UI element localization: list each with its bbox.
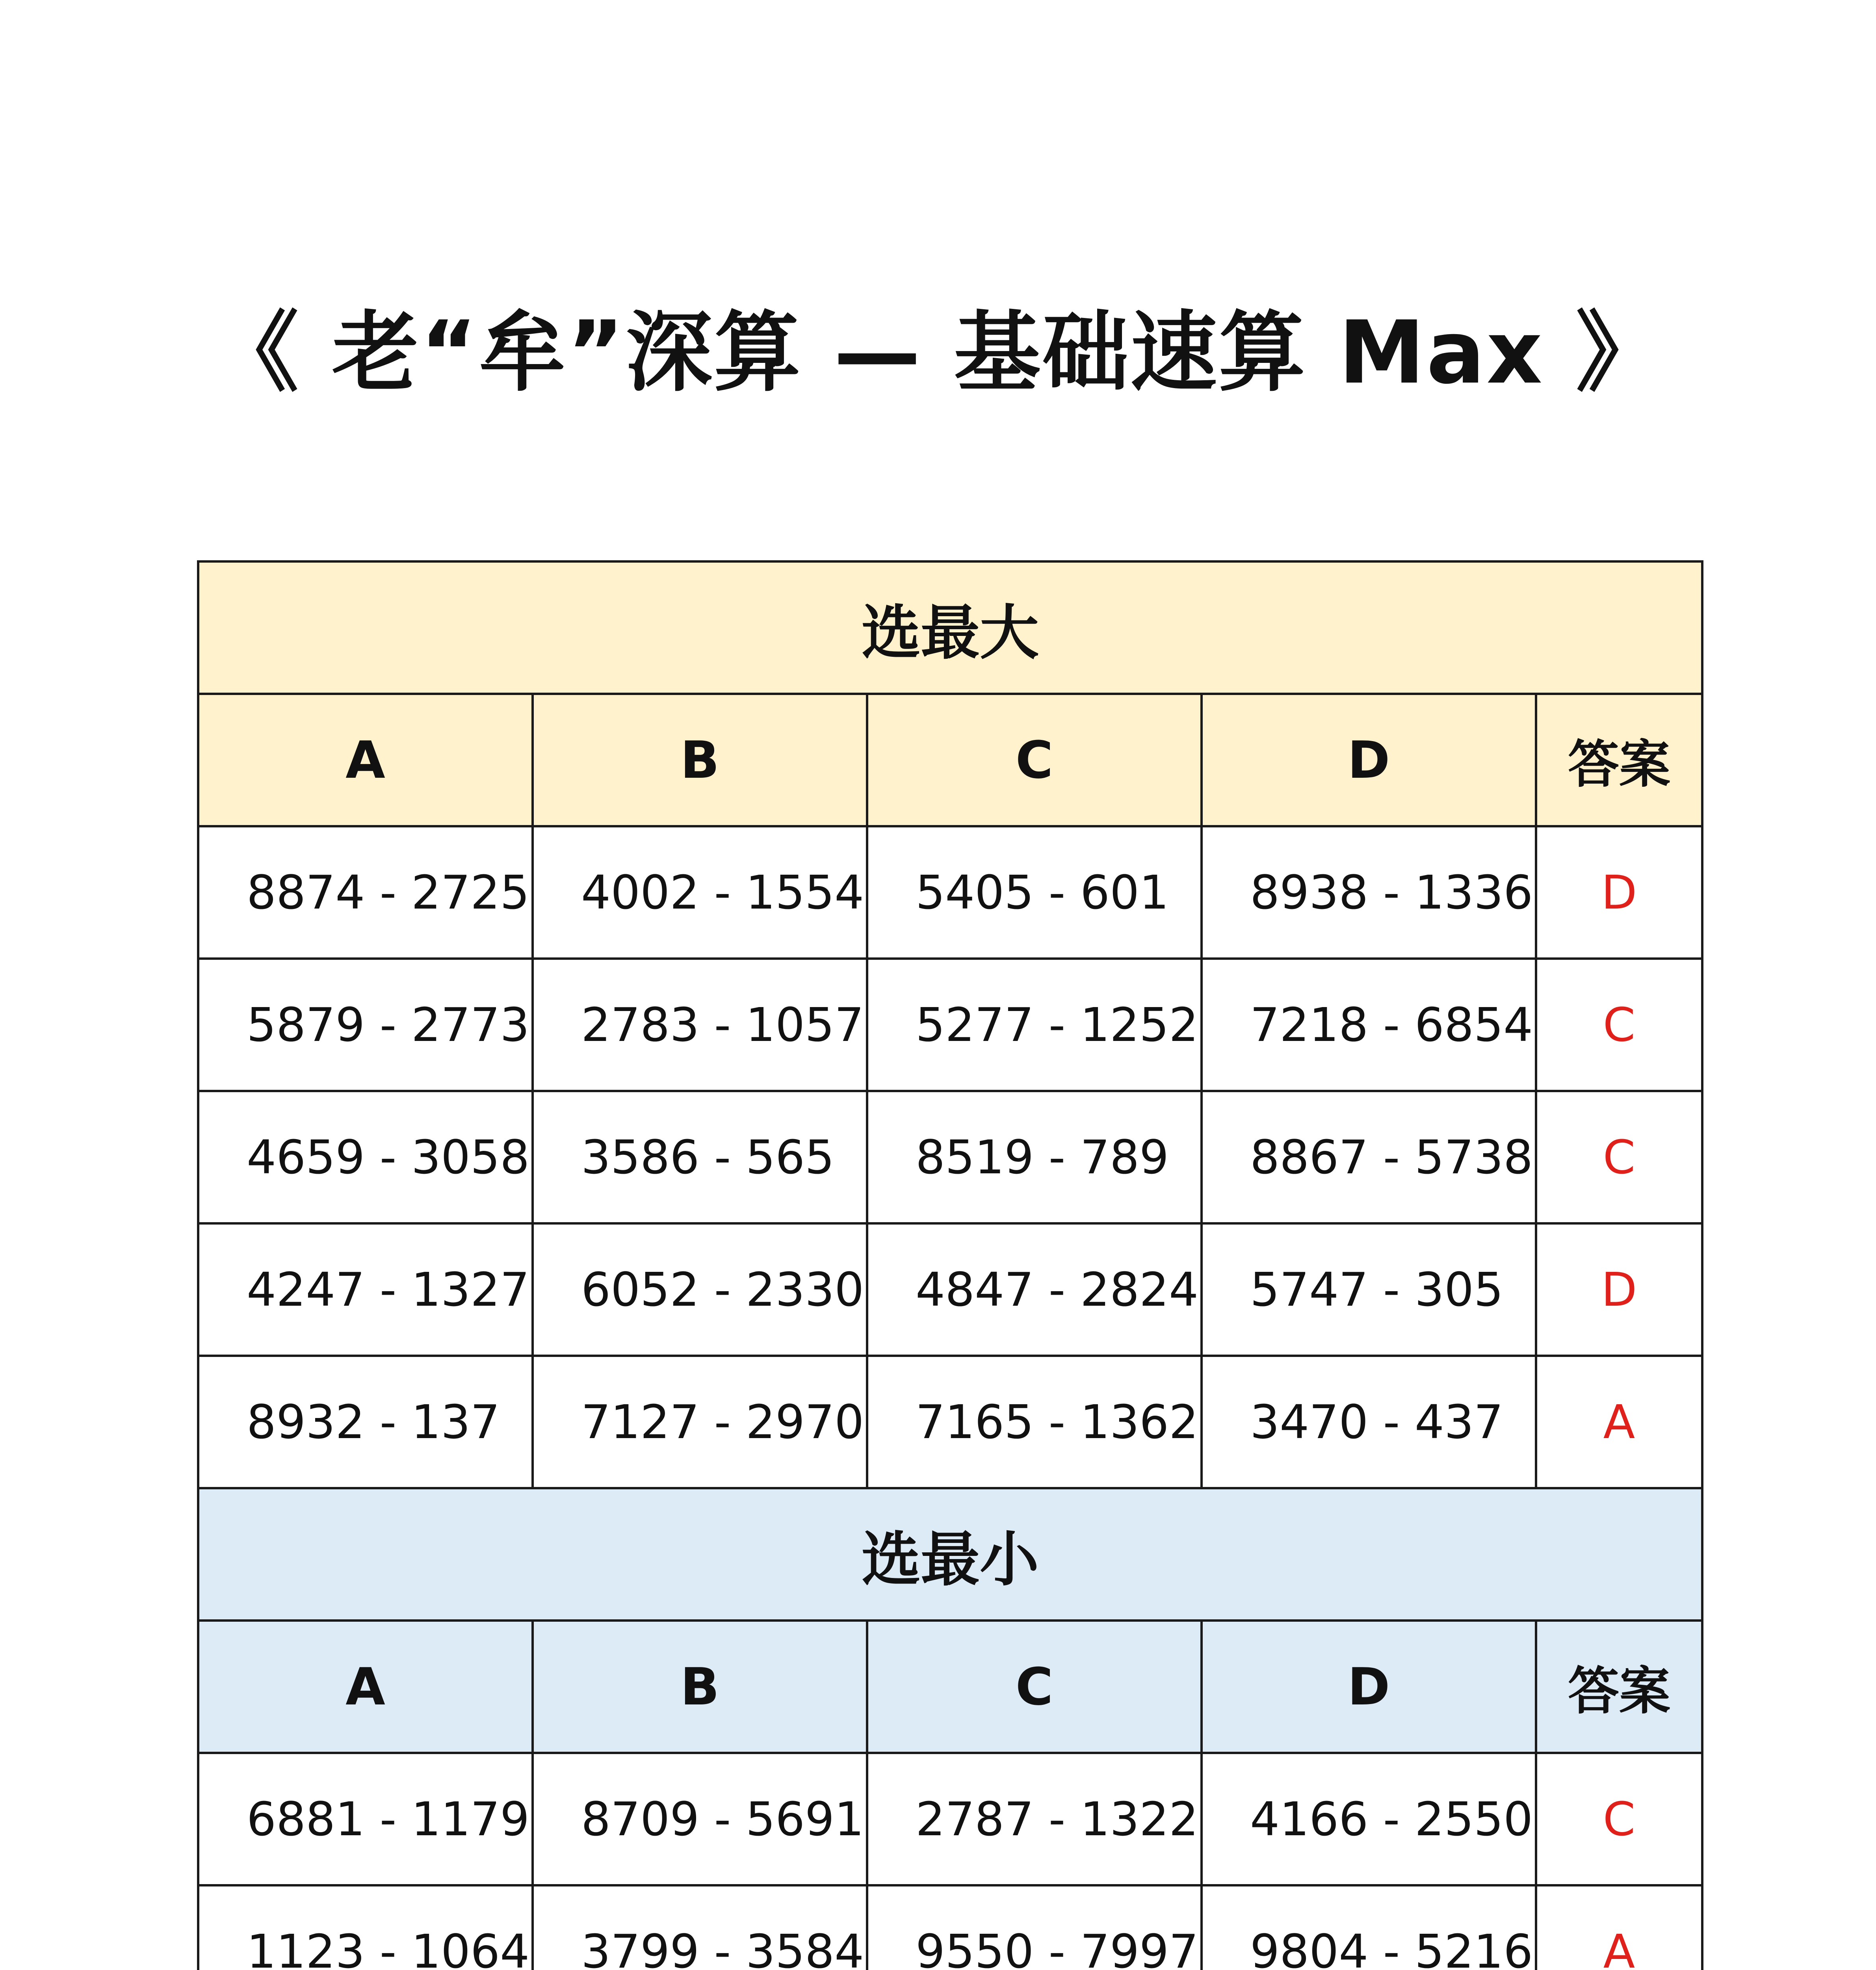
option-d-cell: 5747 - 305 [1202, 1223, 1536, 1356]
section-heading-row [198, 1488, 1702, 1621]
column-header-b: B [533, 1621, 867, 1753]
option-b-cell: 3799 - 3584 [533, 1885, 867, 1970]
option-c-cell: 7165 - 1362 [867, 1356, 1202, 1488]
option-b-cell: 3586 - 565 [533, 1091, 867, 1223]
option-d-cell: 4166 - 2550 [1202, 1753, 1536, 1885]
answer-cell: C [1536, 1091, 1702, 1223]
section-heading-row [198, 561, 1702, 694]
answer-cell: C [1536, 1753, 1702, 1885]
worksheet-table [197, 560, 1703, 1970]
column-header-a: A [198, 694, 533, 826]
answer-cell: D [1536, 826, 1702, 959]
table-row [198, 1356, 1702, 1488]
option-c-cell: 2787 - 1322 [867, 1753, 1202, 1885]
page-title: 《 老“牟”深算 — 基础速算 Max 》 [212, 302, 1664, 403]
column-header-d: D [1202, 694, 1536, 826]
column-header-c: C [867, 1621, 1202, 1753]
option-c-cell: 5405 - 601 [867, 826, 1202, 959]
answer-cell: A [1536, 1356, 1702, 1488]
column-header-row [198, 1621, 1702, 1753]
column-header-a: A [198, 1621, 533, 1753]
answer-cell: D [1536, 1223, 1702, 1356]
option-a-cell: 8932 - 137 [198, 1356, 533, 1488]
option-a-cell: 4659 - 3058 [198, 1091, 533, 1223]
column-header-b: B [533, 694, 867, 826]
option-b-cell: 8709 - 5691 [533, 1753, 867, 1885]
column-header-d: D [1202, 1621, 1536, 1753]
option-c-cell: 8519 - 789 [867, 1091, 1202, 1223]
option-d-cell: 8938 - 1336 [1202, 826, 1536, 959]
option-a-cell: 5879 - 2773 [198, 959, 533, 1091]
option-c-cell: 9550 - 7997 [867, 1885, 1202, 1970]
section-min [198, 1488, 1702, 1970]
option-b-cell: 6052 - 2330 [533, 1223, 867, 1356]
table-row [198, 1753, 1702, 1885]
section-heading: 选最小 [198, 1488, 1702, 1621]
option-b-cell: 2783 - 1057 [533, 959, 867, 1091]
option-a-cell: 8874 - 2725 [198, 826, 533, 959]
option-d-cell: 9804 - 5216 [1202, 1885, 1536, 1970]
option-a-cell: 4247 - 1327 [198, 1223, 533, 1356]
section-heading: 选最大 [198, 561, 1702, 694]
section-max [198, 561, 1702, 1488]
table-row [198, 1091, 1702, 1223]
column-header-c: C [867, 694, 1202, 826]
table-row [198, 826, 1702, 959]
option-d-cell: 7218 - 6854 [1202, 959, 1536, 1091]
option-a-cell: 6881 - 1179 [198, 1753, 533, 1885]
option-b-cell: 4002 - 1554 [533, 826, 867, 959]
answer-cell: A [1536, 1885, 1702, 1970]
option-d-cell: 3470 - 437 [1202, 1356, 1536, 1488]
option-c-cell: 4847 - 2824 [867, 1223, 1202, 1356]
option-d-cell: 8867 - 5738 [1202, 1091, 1536, 1223]
option-b-cell: 7127 - 2970 [533, 1356, 867, 1488]
column-header-answer: 答案 [1536, 694, 1702, 826]
column-header-answer: 答案 [1536, 1621, 1702, 1753]
table-row [198, 1223, 1702, 1356]
table-row [198, 959, 1702, 1091]
column-header-row [198, 694, 1702, 826]
option-c-cell: 5277 - 1252 [867, 959, 1202, 1091]
answer-cell: C [1536, 959, 1702, 1091]
option-a-cell: 1123 - 1064 [198, 1885, 533, 1970]
table-row [198, 1885, 1702, 1970]
